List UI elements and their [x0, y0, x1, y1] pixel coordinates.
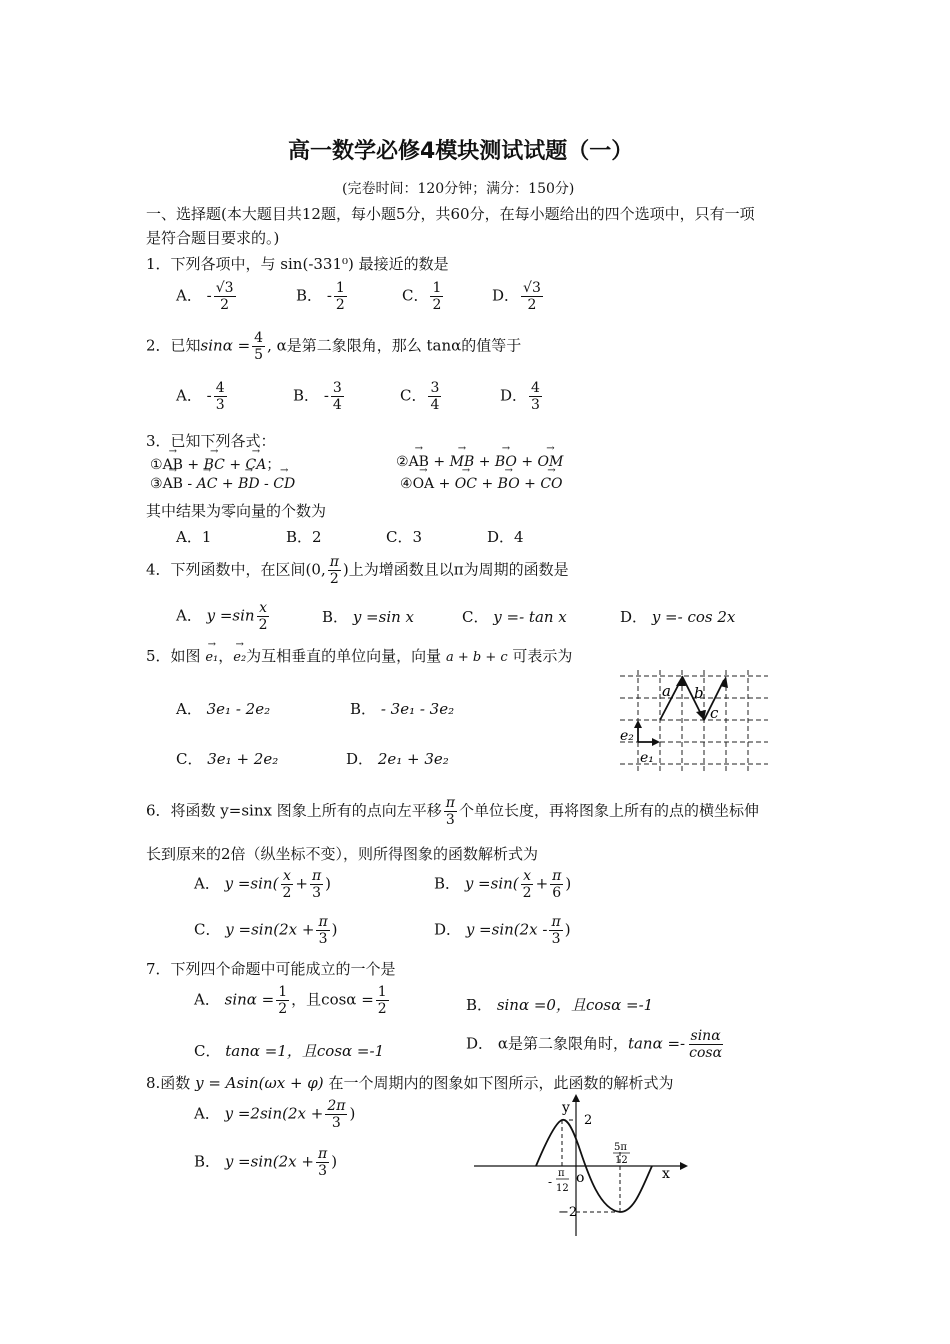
question-2-stem: 2．已知sinα = $\frac{4}{5}$ , α是第二象限角，那么 tanα的值等于 — [146, 330, 522, 364]
q6-option-b: B． y =sin( $\frac{x}{2}$ + $\frac{\pi}{6}$ ) — [434, 868, 572, 902]
vector-b-label: b — [694, 684, 704, 702]
tick-neg-sign: - — [548, 1175, 553, 1189]
q4-option-a: A． y =sin $\frac{x}{2}$ — [176, 600, 268, 634]
sine-graph-figure — [470, 1092, 690, 1238]
q6-option-a: A． y =sin( $\frac{x}{2}$ + $\frac{\pi}{3}$ ) — [194, 868, 332, 902]
q4-option-d: D． y =- cos 2x — [620, 608, 736, 626]
q5-option-b: B． - 3e₁ - 3e₂ — [350, 700, 455, 718]
q5-option-d: D． 2e₁ + 3e₂ — [346, 750, 449, 768]
min-value-label: −2 — [558, 1205, 578, 1220]
exam-info: (完卷时间：120分钟；满分：150分) — [342, 181, 575, 197]
vector-e1-label: e₁ — [640, 750, 654, 766]
q7-option-a: A． sinα = $\frac{1}{2}$ ，且cosα = $\frac{1}{2}$ — [194, 984, 387, 1018]
tick-5pi-numerator: 5π — [614, 1142, 627, 1153]
q3-expression-3: ③→ AB - → AC + → BD - → CD — [150, 476, 295, 492]
q3-expression-4: ④→ OA + → OC + → BO + → CO — [400, 476, 563, 492]
q2-option-b: B． - $\frac{3}{4}$ — [293, 380, 342, 414]
max-value-label: 2 — [584, 1113, 593, 1128]
q5-option-c: C． 3e₁ + 2e₂ — [176, 750, 279, 768]
q3-option-d: D．4 — [487, 528, 524, 546]
q8-option-b: B． y =sin(2x + $\frac{\pi}{3}$ ) — [194, 1146, 338, 1180]
q2-option-c: C． $\frac{3}{4}$ — [400, 380, 440, 414]
page-title: 高一数学必修4模块测试试题（一） — [288, 139, 634, 164]
vector-e2-label: e₂ — [620, 728, 634, 744]
q3-option-b: B．2 — [286, 528, 322, 546]
vector-a-label: a — [662, 682, 671, 700]
q3-expression-1: ①→ AB + → BC + → CA； — [150, 454, 280, 474]
question-8-stem: 8.函数 y = Asin(ωx + φ) 在一个周期内的图象如下图所示，此函数的解析式为 — [146, 1074, 674, 1092]
question-7-stem: 7．下列四个命题中可能成立的一个是 — [146, 960, 396, 978]
q1-option-c: C． $\frac{1}{2}$ — [402, 280, 442, 314]
origin-label: o — [576, 1170, 585, 1186]
tick-pi-denominator: 12 — [556, 1183, 569, 1194]
tick-5pi-denominator: 12 — [615, 1155, 628, 1166]
q3-follow-up: 其中结果为零向量的个数为 — [146, 502, 327, 520]
q7-option-b: B． sinα =0，且cosα =-1 — [466, 996, 654, 1014]
q1-option-b: B． - $\frac{1}{2}$ — [296, 280, 345, 314]
q3-option-c: C．3 — [386, 528, 423, 546]
q7-option-d: D． α是第二象限角时，tanα =- $\frac{\sin\alpha}{\cos\alpha}$ — [466, 1028, 723, 1062]
question-1-stem: 1．下列各项中，与 sin(-331⁰) 最接近的数是 — [146, 255, 449, 273]
q7-option-c: C． tanα =1，且cosα =-1 — [194, 1042, 385, 1060]
question-6-line2: 长到原来的2倍（纵坐标不变），则所得图象的函数解析式为 — [146, 845, 539, 863]
q1-option-d: D． $\frac{√3}{2}$ — [492, 280, 541, 314]
vector-c-label: c — [710, 704, 719, 722]
q5-option-a: A． 3e₁ - 2e₂ — [176, 700, 271, 718]
x-axis-label: x — [662, 1166, 670, 1182]
question-6-line1: 6．将函数 y=sinx 图象上所有的点向左平移 $\frac{\pi}{3}$ 个单位长度，再将图象上所有的点的横坐标伸 — [146, 795, 759, 829]
vector-grid-figure — [616, 668, 772, 778]
tick-pi-numerator: π — [558, 1168, 565, 1179]
q2-option-d: D． $\frac{4}{3}$ — [500, 380, 540, 414]
question-5-stem: 5．如图 → e₁，→ e₂为互相垂直的单位向量，向量 a + b + c 可表示为 — [146, 645, 572, 666]
section-heading-line1: 一、选择题(本大题目共12题，每小题5分，共60分，在每小题给出的四个选项中，只有一项 — [146, 205, 755, 223]
q1-option-a: A． - $\frac{√3}{2}$ — [176, 280, 234, 314]
q8-option-a: A． y =2sin(2x + $\frac{2\pi}{3}$ ) — [194, 1098, 356, 1132]
y-axis-label: y — [562, 1100, 570, 1116]
q2-option-a: A． - $\frac{4}{3}$ — [176, 380, 225, 414]
q6-option-c: C． y =sin(2x + $\frac{\pi}{3}$ ) — [194, 914, 338, 948]
question-4-stem: 4．下列函数中，在区间(0, $\frac{\pi}{2}$ )上为增函数且以π为周期的函数是 — [146, 554, 569, 588]
q6-option-d: D． y =sin(2x - $\frac{\pi}{3}$ ) — [434, 914, 571, 948]
q3-option-a: A．1 — [176, 528, 212, 546]
section-heading-line2: 是符合题目要求的。) — [146, 229, 280, 247]
q4-option-b: B． y =sin x — [322, 608, 415, 626]
q3-expression-2: ②→ AB + → MB + → BO + → OM — [396, 454, 563, 470]
q4-option-c: C． y =- tan x — [462, 608, 567, 626]
question-3-stem: 3．已知下列各式： — [146, 432, 276, 450]
